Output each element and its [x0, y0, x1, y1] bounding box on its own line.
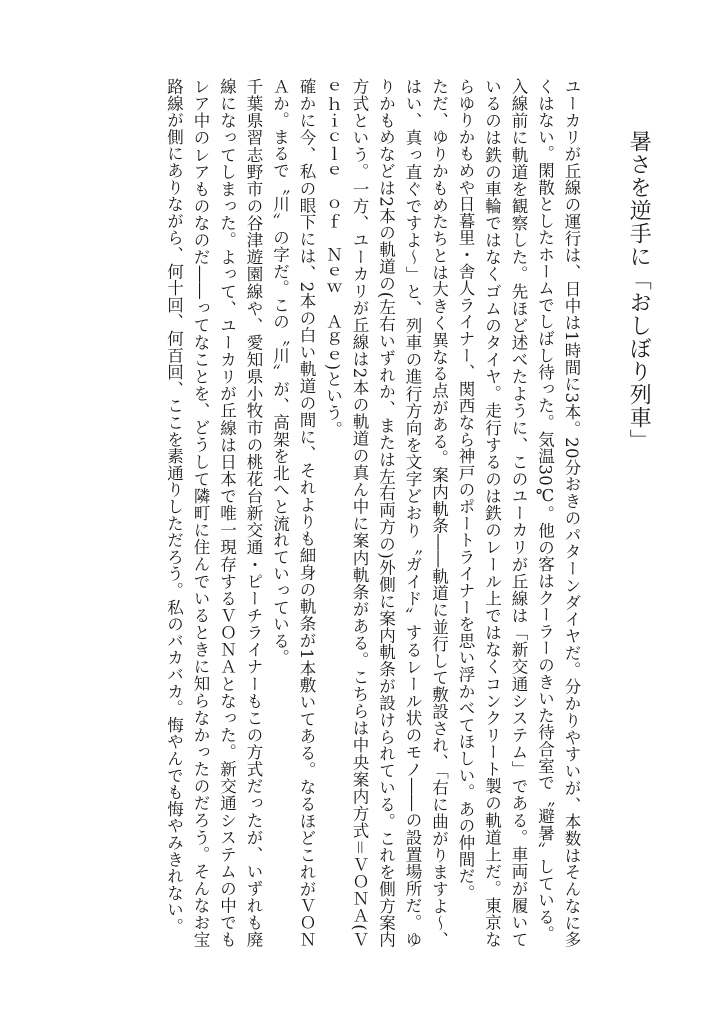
paragraph-4: 確かに今、私の眼下には、2本の白い軌道の間に、それよりも細身の軌条が1本敷いてある。なるほどこれがＶＯＮＡか。まるで〝川〟の字だ。この〝川〟が、高架を北へと流れていっている。 [270, 78, 316, 948]
paragraph-5: 千葉県習志野市の谷津遊園線や、愛知県小牧市の桃花台新交通・ピーチライナーもこの方式だったが、いずれも廃線になってしまった。よって、ユーカリが丘線は日本で唯一現存するＶＯＮＡとなった。新交通システムの中でもレア中のレアものなのだ――ってなことを、どうして隣町に住んでいるときに知らなかったのだろう。そんなお宝路線が側にありながら、何十回、何百回、ここを素通りしただろう。私のバカバカ。悔やんでも悔やみきれない。 [164, 78, 263, 948]
paragraph-2: 入線前に軌道を観察した。先ほど述べたように、このユーカリが丘線は「新交通システム」である。車両が履いているのは鉄の車輪ではなくゴムのタイヤ。走行するのは鉄のレール上ではなくコンクリート製の軌道上だ。東京ならゆりかもめや日暮里・舎人ライナー、関西なら神戸のポートライナーを思い浮かべてほしい。あの仲間だ。 [456, 78, 528, 948]
paragraph-1: ユーカリが丘線の運行は、日中は1時間に3本。20分おきのパターンダイヤだ。分かりやすいが、本数はそんなに多くはない。閑散としたホームでしばし待った。気温30℃。他の客はクーラーのきいた待合室で〝避暑〟している。 [535, 78, 581, 948]
article-body [160, 78, 584, 948]
article-title: 暑さを逆手に「おしぼり列車」 [626, 130, 652, 452]
paragraph-3: ただ、ゆりかもめたちとは大きく異なる点がある。案内軌条――軌道に並行して敷設され、「右に曲がりますよ～、はい、真っ直ぐですよ～」と、列車の進行方向を文字どおり〝ガイド〟するレール状のモノ――の設置場所だ。ゆりかもめなどは2本の軌道の(左右いずれか、または左右両方の)外側に案内軌条が設けられている。これを側方案内方式という。一方、ユーカリが丘線は2本の軌道の真ん中に案内軌条がある。こちらは中央案内方式＝ＶＯＮＡ(Ｖｅｈｉｃｌｅ ｏｆ Ｎｅｗ Ａｇｅ)という。 [323, 78, 449, 948]
